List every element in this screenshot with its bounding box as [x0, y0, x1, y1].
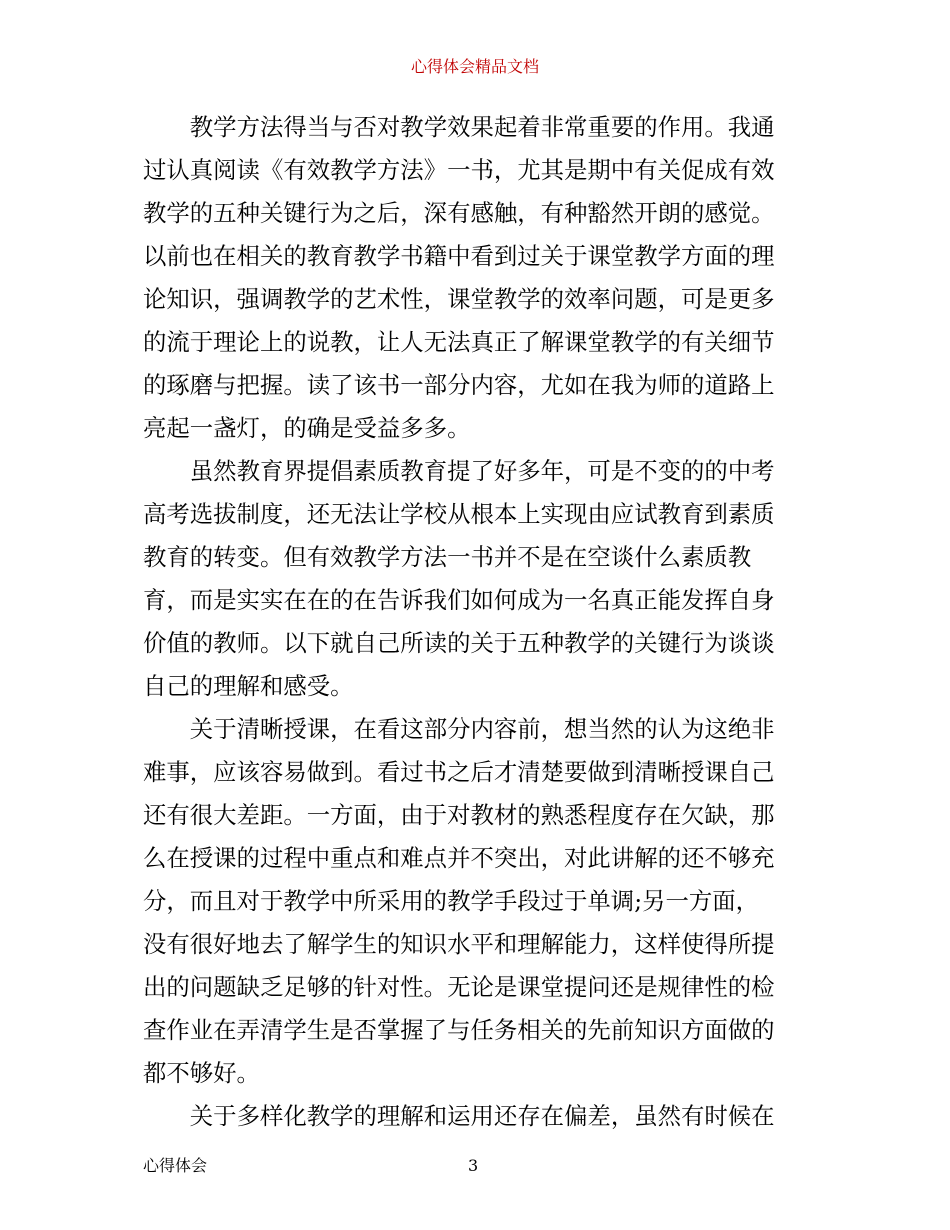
footer-label: 心得体会 [143, 1156, 208, 1175]
text-line: 都不够好。 [143, 1059, 260, 1087]
text-line: 教育的转变。但有效教学方法一书并不是在空谈什么素质教 [143, 543, 752, 571]
text-line: 关于多样化教学的理解和运用还存在偏差，虽然有时候在 [189, 1102, 775, 1130]
document-header-title: 心得体会精品文档 [410, 57, 539, 76]
text-line: 自己的理解和感受。 [143, 672, 354, 700]
text-line: 价值的教师。以下就自己所读的关于五种教学的关键行为谈谈 [143, 629, 775, 657]
text-line: 论知识，强调教学的艺术性，课堂教学的效率问题，可是更多 [143, 285, 775, 313]
paragraph-2 [143, 450, 811, 708]
text-line: 关于清晰授课，在看这部分内容前，想当然的认为这绝非 [189, 715, 775, 743]
text-line: 么在授课的过程中重点和难点并不突出，对此讲解的还不够充 [143, 844, 775, 872]
text-line: 亮起一盏灯，的确是受益多多。 [143, 414, 471, 442]
text-line: 难事，应该容易做到。看过书之后才清楚要做到清晰授课自己 [143, 758, 775, 786]
text-line: 查作业在弄清学生是否掌握了与任务相关的先前知识方面做的 [143, 1016, 775, 1044]
text-line: 的流于理论上的说教，让人无法真正了解课堂教学的有关细节 [143, 328, 775, 356]
paragraph-4 [143, 1095, 811, 1138]
text-line: 教学的五种关键行为之后，深有感触，有种豁然开朗的感觉。 [143, 199, 775, 227]
text-line: 分，而且对于教学中所采用的教学手段过于单调;另一方面， [143, 887, 760, 915]
paragraph-3 [143, 708, 811, 1095]
text-line: 高考选拔制度，还无法让学校从根本上实现由应试教育到素质 [143, 500, 775, 528]
text-line: 出的问题缺乏足够的针对性。无论是课堂提问还是规律性的检 [143, 973, 775, 1001]
paragraph-1 [143, 106, 811, 450]
text-line: 育，而是实实在在的在告诉我们如何成为一名真正能发挥自身 [143, 586, 775, 614]
text-line: 以前也在相关的教育教学书籍中看到过关于课堂教学方面的理 [143, 242, 775, 270]
text-line: 的琢磨与把握。读了该书一部分内容，尤如在我为师的道路上 [143, 371, 775, 399]
text-line: 教学方法得当与否对教学效果起着非常重要的作用。我通 [189, 113, 775, 141]
document-body [143, 106, 811, 1138]
text-line: 过认真阅读《有效教学方法》一书，尤其是期中有关促成有效 [143, 156, 775, 184]
text-line: 虽然教育界提倡素质教育提了好多年，可是不变的的中考 [189, 457, 775, 485]
footer-page-number: 3 [468, 1156, 479, 1175]
text-line: 还有很大差距。一方面，由于对教材的熟悉程度存在欠缺，那 [143, 801, 775, 829]
text-line: 没有很好地去了解学生的知识水平和理解能力，这样使得所提 [143, 930, 775, 958]
